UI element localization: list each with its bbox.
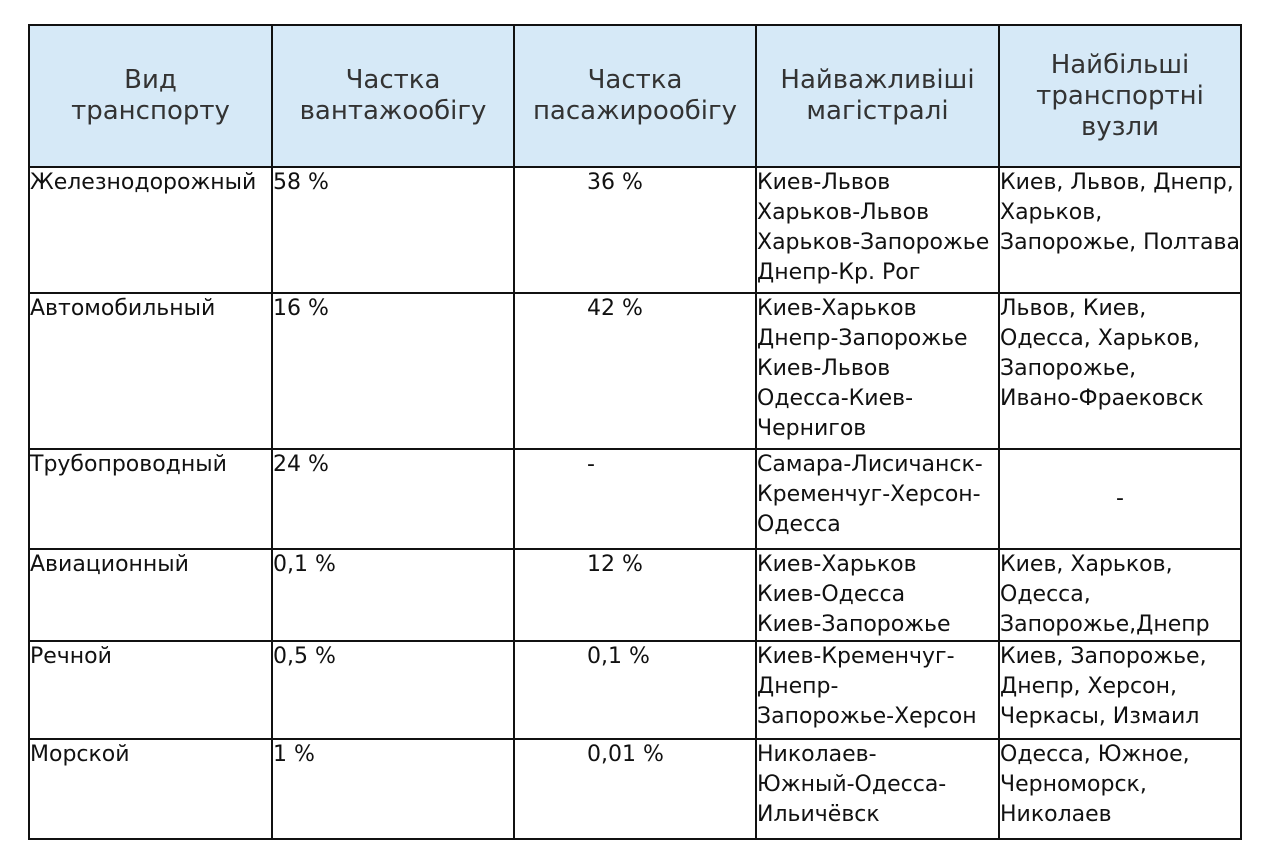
routes-cell: Киев-Харьков Днепр-Запорожье Киев-Львов Одесса-Киев- Чернигов — [756, 293, 999, 449]
header-routes: Найважливіші магістралі — [756, 25, 999, 167]
header-passenger: Частка пасажирообігу — [514, 25, 756, 167]
passenger-share-cell: - — [514, 449, 756, 549]
hubs-cell: Киев, Запорожье, Днепр, Херсон, Черкасы, Измаил — [999, 641, 1241, 739]
freight-share-cell: 16 % — [272, 293, 514, 449]
table-row — [29, 641, 1241, 739]
freight-share-cell: 58 % — [272, 167, 514, 293]
routes-cell: Николаев- Южный-Одесса- Ильичёвск — [756, 739, 999, 839]
hubs-cell: Львов, Киев, Одесса, Харьков, Запорожье, Ивано-Фраековск — [999, 293, 1241, 449]
hubs-cell: Киев, Львов, Днепр, Харьков, Запорожье, Полтава — [999, 167, 1241, 293]
transport-table — [28, 24, 1242, 840]
transport-type-cell: Речной — [29, 641, 272, 739]
hubs-cell: Киев, Харьков, Одесса, Запорожье,Днепр — [999, 549, 1241, 641]
table-body — [29, 167, 1241, 839]
transport-type-cell: Морской — [29, 739, 272, 839]
table-row — [29, 167, 1241, 293]
table-row — [29, 293, 1241, 449]
transport-type-cell: Авиационный — [29, 549, 272, 641]
freight-share-cell: 0,5 % — [272, 641, 514, 739]
passenger-share-cell: 0,1 % — [514, 641, 756, 739]
table-row — [29, 549, 1241, 641]
table-row — [29, 449, 1241, 549]
passenger-share-cell: 0,01 % — [514, 739, 756, 839]
header-freight: Частка вантажообігу — [272, 25, 514, 167]
freight-share-cell: 1 % — [272, 739, 514, 839]
routes-cell: Самара-Лисичанск- Кременчуг-Херсон- Одесса — [756, 449, 999, 549]
table-header — [29, 25, 1241, 167]
passenger-share-cell: 42 % — [514, 293, 756, 449]
transport-type-cell: Железнодорожный — [29, 167, 272, 293]
routes-cell: Киев-Харьков Киев-Одесса Киев-Запорожье — [756, 549, 999, 641]
hubs-cell: - — [999, 449, 1241, 549]
passenger-share-cell: 12 % — [514, 549, 756, 641]
freight-share-cell: 0,1 % — [272, 549, 514, 641]
transport-type-cell: Автомобильный — [29, 293, 272, 449]
table-row — [29, 739, 1241, 839]
passenger-share-cell: 36 % — [514, 167, 756, 293]
transport-type-cell: Трубопроводный — [29, 449, 272, 549]
freight-share-cell: 24 % — [272, 449, 514, 549]
routes-cell: Киев-Львов Харьков-Львов Харьков-Запорожье Днепр-Кр. Рог — [756, 167, 999, 293]
hubs-cell: Одесса, Южное, Черноморск, Николаев — [999, 739, 1241, 839]
header-type: Вид транспорту — [29, 25, 272, 167]
header-hubs: Найбільші транспортні вузли — [999, 25, 1241, 167]
routes-cell: Киев-Кременчуг- Днепр- Запорожье-Херсон — [756, 641, 999, 739]
